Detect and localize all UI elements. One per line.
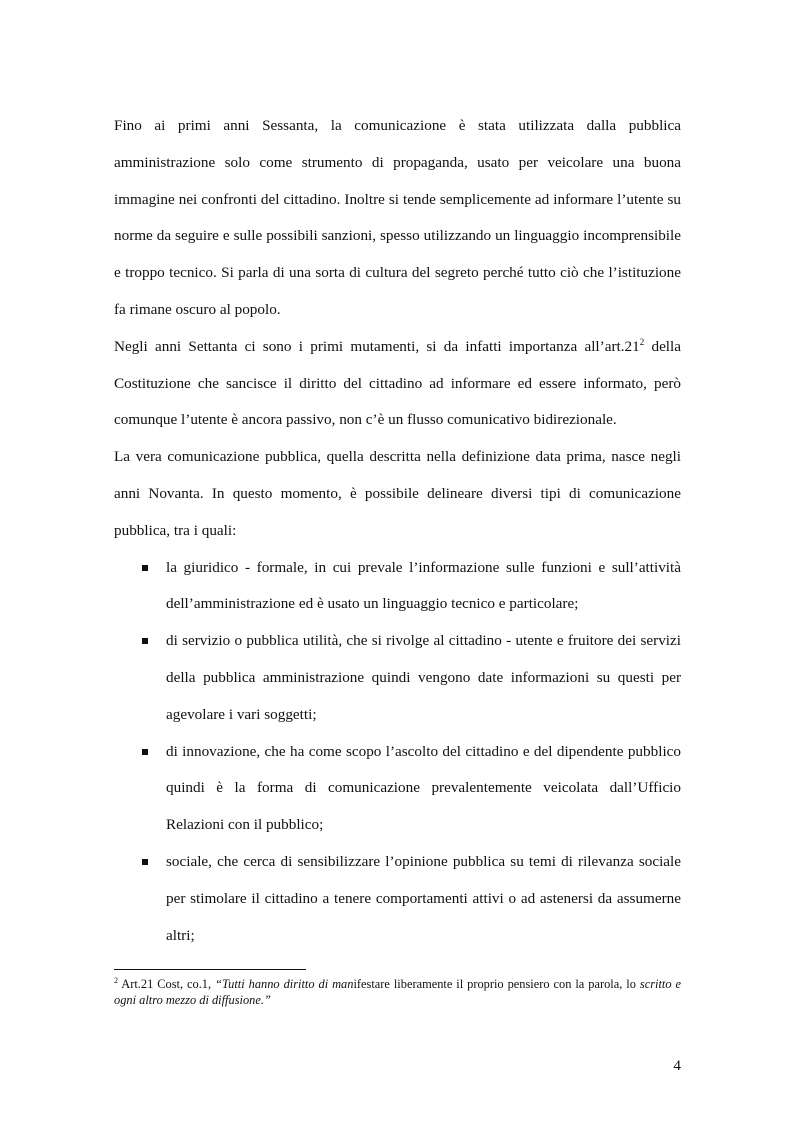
footnote-quote-part-2: ifestare liberamente il proprio pensiero con la parola, lo bbox=[353, 977, 640, 991]
list-item bbox=[114, 844, 681, 954]
square-bullet-icon bbox=[142, 565, 148, 571]
communication-types-list bbox=[114, 550, 681, 955]
list-item-text: sociale, che cerca di sensibilizzare l’opinione pubblica su temi di rilevanza sociale per stimolare il cittadino a tenere comportamenti attivi o ad astenersi da assumerne altri; bbox=[166, 852, 681, 944]
footnote-number: 2 bbox=[114, 975, 118, 985]
square-bullet-icon bbox=[142, 638, 148, 644]
list-item-text: di innovazione, che ha come scopo l’ascolto del cittadino e del dipendente pubblico quindi è la forma di comunicazione prevalentemente veicolata dall’Ufficio Relazioni con il pubblico; bbox=[166, 742, 681, 834]
footnote bbox=[114, 977, 681, 1008]
footnote-quote-part-1: “Tutti hanno diritto di man bbox=[215, 977, 354, 991]
page-body bbox=[114, 108, 681, 954]
square-bullet-icon bbox=[142, 749, 148, 755]
paragraph-2-text-end: della Costituzione che sancisce il diritto del cittadino ad informare ed essere informato, però comunque l’utente è ancora passivo, non c’è un flusso comunicativo bidirezionale. bbox=[114, 337, 681, 429]
footnote-prefix: Art.21 Cost, co.1, bbox=[118, 977, 216, 991]
list-item-text: di servizio o pubblica utilità, che si rivolge al cittadino - utente e fruitore dei servizi della pubblica amministrazione quindi vengono date informazioni su questi per agevolare i vari soggetti; bbox=[166, 632, 681, 723]
footnote-divider bbox=[114, 969, 306, 970]
paragraph-3: La vera comunicazione pubblica, quella descritta nella definizione data prima, nasce negli anni Novanta. In questo momento, è possibile delineare diversi tipi di comunicazione pubblica, tra i quali: bbox=[114, 448, 681, 539]
list-item bbox=[114, 734, 681, 844]
paragraph-2-text-start: Negli anni Settanta ci sono i primi mutamenti, si da infatti importanza all’art.21 bbox=[114, 337, 640, 355]
list-item-text: la giuridico - formale, in cui prevale l’informazione sulle funzioni e sull’attività dell’amministrazione ed è usato un linguaggio tecnico e particolare; bbox=[166, 558, 681, 613]
footnote-quote-part-3: scritto e ogni altro mezzo di diffusione.” bbox=[114, 977, 681, 1007]
footnote-reference: 2 bbox=[639, 336, 645, 347]
paragraph-2 bbox=[114, 329, 681, 439]
square-bullet-icon bbox=[142, 859, 148, 865]
list-item bbox=[114, 550, 681, 624]
list-item bbox=[114, 623, 681, 733]
paragraph-1: Fino ai primi anni Sessanta, la comunicazione è stata utilizzata dalla pubblica amministrazione solo come strumento di propaganda, usato per veicolare una buona immagine nei confronti del cittadino. Inoltre si tende semplicemente ad informare l’utente su norme da seguire e sulle possibili sanzioni, spesso utilizzando un linguaggio incomprensibile e troppo tecnico. Si parla di una sorta di cultura del segreto perché tutto ciò che l’istituzione fa rimane oscuro al popolo. bbox=[114, 117, 681, 318]
page-number: 4 bbox=[673, 1057, 681, 1074]
